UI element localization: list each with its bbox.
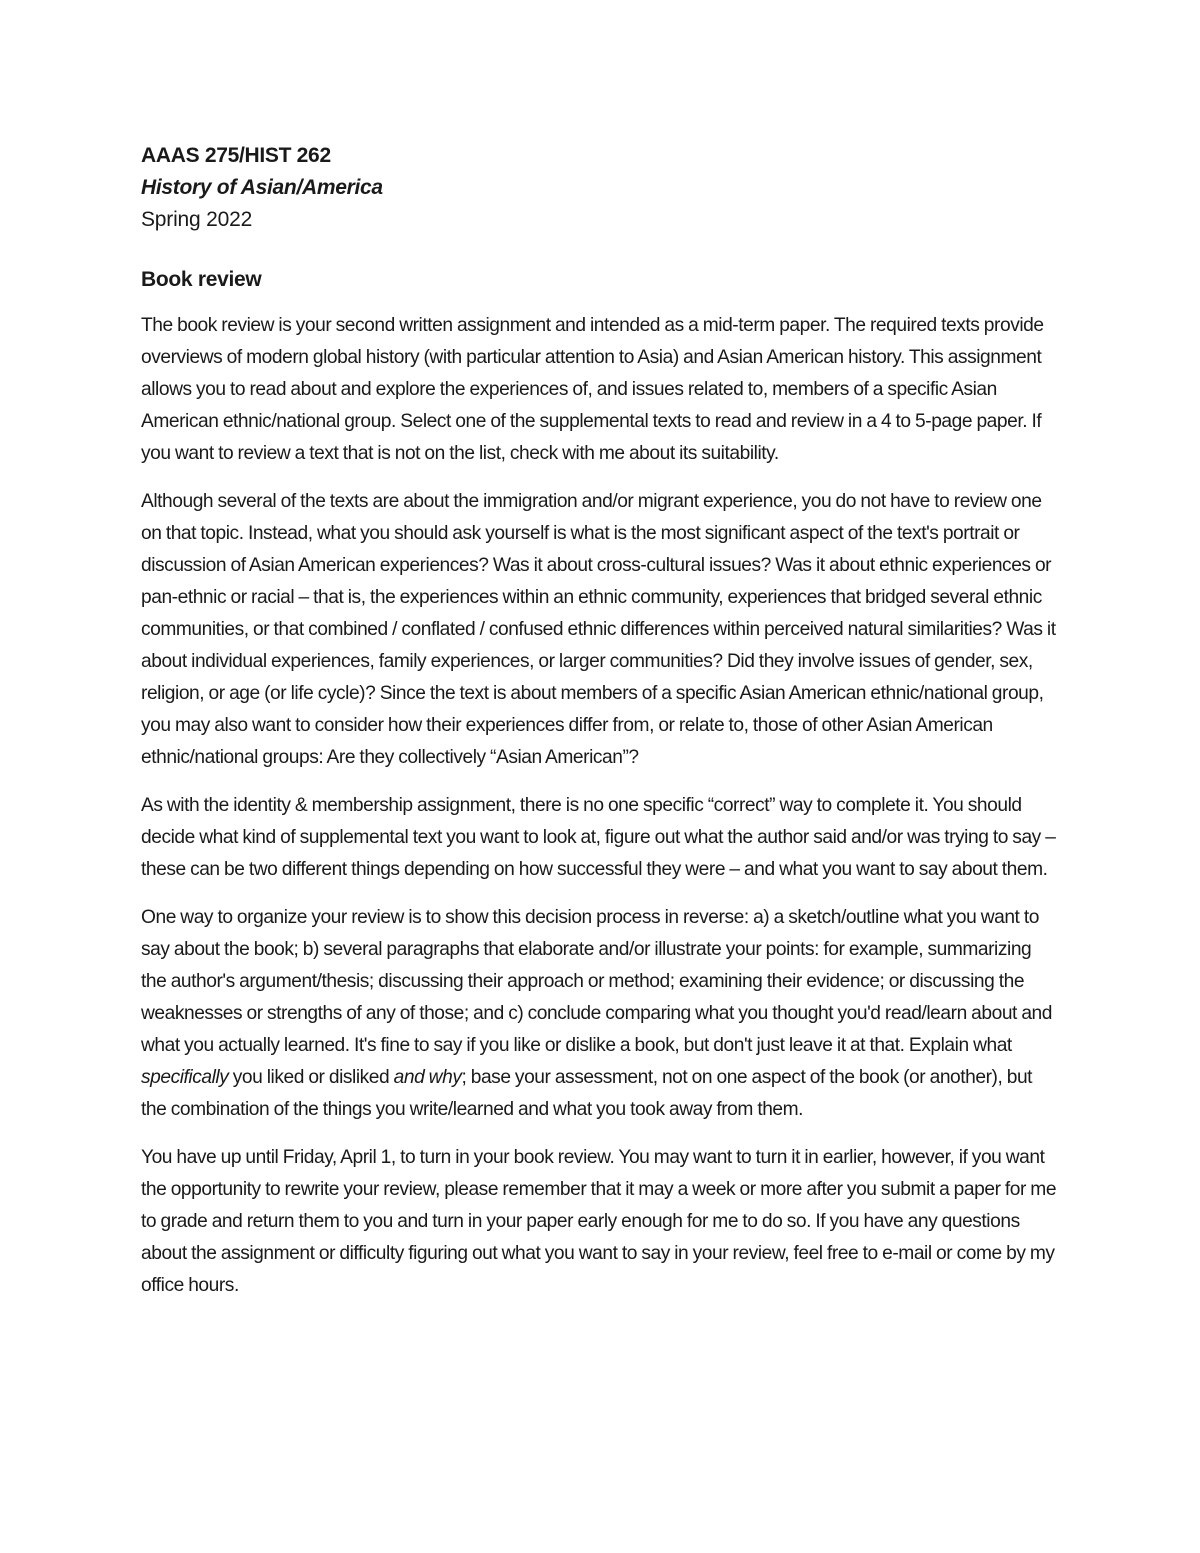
- paragraph-intro: The book review is your second written assignment and intended as a mid-term paper. The required texts provide overviews of modern global history (with particular attention to Asia) and Asian American history. This assignment allows you to read about and explore the experiences of, and issues related to, members of a specific Asian American ethnic/national group. Select one of the supplemental texts to read and review in a 4 to 5-page paper. If you want to review a text that is not on the list, check with me about its suitability.: [141, 315, 1044, 464]
- emphasis-and-why: and why: [393, 1067, 462, 1088]
- emphasis-specifically: specifically: [141, 1067, 229, 1088]
- paragraph-deadline: You have up until Friday, April 1, to turn in your book review. You may want to turn it in earlier, however, if you want the opportunity to rewrite your review, please remember that it may a week or more after you submit a paper for me to grade and return them to you and turn in your paper early enough for me to do so. If you have any questions about the assignment or difficulty figuring out what you want to say in your review, feel free to e-mail or come by my office hours.: [141, 1147, 1057, 1296]
- section-heading: Book review: [141, 268, 262, 291]
- course-code: AAAS 275/HIST 262: [141, 144, 331, 167]
- document-page: [141, 140, 1059, 1302]
- organization-text-2: you liked or disliked: [228, 1067, 394, 1088]
- paragraph-guidance: Although several of the texts are about the immigration and/or migrant experience, you do not have to review one on that topic. Instead, what you should ask yourself is what is the most significant aspect of the text's portrait or discussion of Asian American experiences? Was it about cross-cultural issues? Was it about ethnic experiences or pan-ethnic or racial – that is, the experiences within an ethnic community, experiences that bridged several ethnic communities, or that combined / conflated / confused ethnic differences within perceived natural similarities? Was it about individual experiences, family experiences, or larger communities? Did they involve issues of gender, sex, religion, or age (or life cycle)? Since the text is about members of a specific Asian American ethnic/national group, you may also want to consider how their experiences differ from, or relate to, those of other Asian American ethnic/national groups: Are they collectively “Asian American”?: [141, 491, 1056, 768]
- organization-text-1: One way to organize your review is to show this decision process in reverse: a) a sketch/outline what you want to say about the book; b) several paragraphs that elaborate and/or illustrate your points: for example, summarizing the author's argument/thesis; discussing their approach or method; examining their evidence; or discussing the weaknesses or strengths of any of those; and c) conclude comparing what you thought you'd read/learn about and what you actually learned. It's fine to say if you like or dislike a book, but don't just leave it at that. Explain what: [141, 907, 1052, 1056]
- paragraph-organization: [141, 902, 1059, 1126]
- organization-text-3: ; base your assessment, not on one aspect of the book (or another), but the combination of the things you write/learned and what you took away from them.: [141, 1067, 1033, 1120]
- paragraph-approach: As with the identity & membership assignment, there is no one specific “correct” way to complete it. You should decide what kind of supplemental text you want to look at, figure out what the author said and/or was trying to say – these can be two different things depending on how successful they were – and what you want to say about them.: [141, 795, 1056, 880]
- term: Spring 2022: [141, 208, 253, 231]
- course-title: History of Asian/America: [141, 176, 383, 199]
